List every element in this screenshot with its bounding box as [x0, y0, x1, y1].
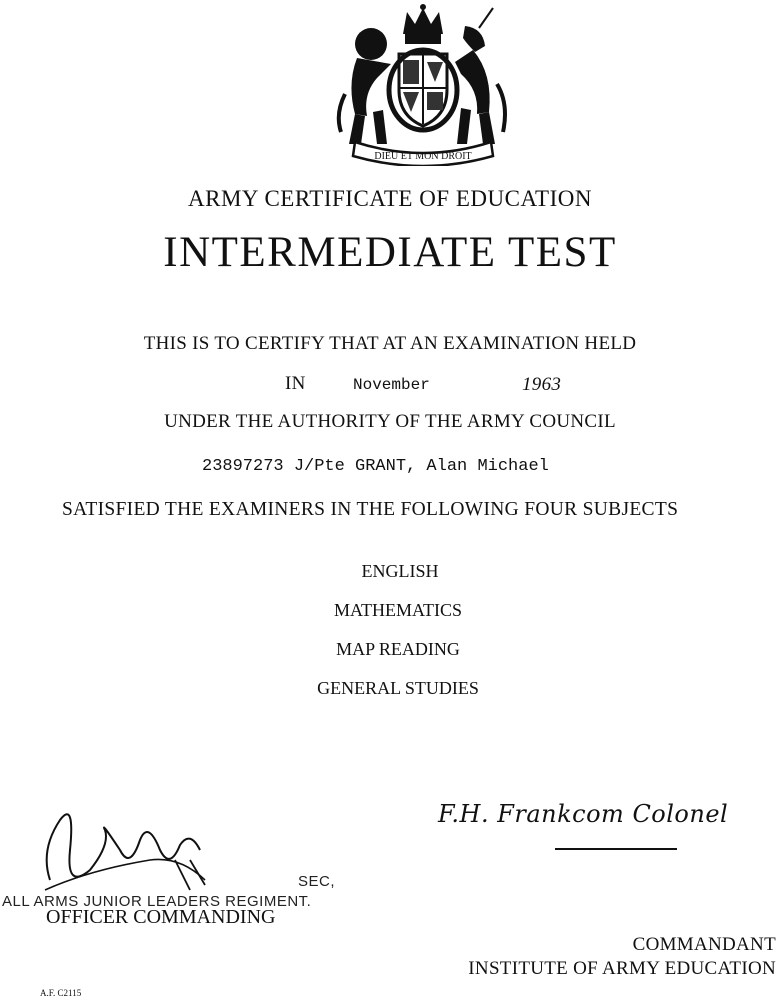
signature-underline [555, 848, 677, 850]
motto-text: DIEU ET MON DROIT [374, 151, 472, 162]
form-code: A.F. C2115 [40, 988, 82, 998]
candidate-name: 23897273 J/Pte GRANT, Alan Michael [202, 457, 549, 476]
officer-commanding-title: OFFICER COMMANDING [46, 906, 276, 928]
commandant-signature: F.H. Frankcom Colonel [438, 800, 729, 828]
satisfied-line: SATISFIED THE EXAMINERS IN THE FOLLOWING FOUR SUBJECTS [62, 499, 679, 520]
authority-line: UNDER THE AUTHORITY OF THE ARMY COUNCIL [164, 411, 616, 432]
stamp-sec: SEC, [298, 873, 336, 890]
subject-mathematics: MATHEMATICS [333, 600, 462, 620]
in-label: IN [285, 373, 306, 394]
commandant-title: COMMANDANT [632, 934, 776, 955]
subject-english: ENGLISH [361, 561, 439, 581]
lion-icon [339, 28, 391, 144]
certificate-heading: ARMY CERTIFICATE OF EDUCATION [188, 186, 592, 211]
test-title: INTERMEDIATE TEST [163, 229, 617, 276]
exam-year: 1963 [522, 374, 562, 395]
exam-month: November [353, 376, 430, 394]
certify-line: THIS IS TO CERTIFY THAT AT AN EXAMINATION HELD [143, 333, 637, 354]
subject-general-studies: GENERAL STUDIES [317, 678, 479, 698]
subject-map-reading: MAP READING [336, 639, 460, 659]
royal-coat-of-arms [333, 4, 513, 166]
institute-title: INSTITUTE OF ARMY EDUCATION [468, 958, 776, 979]
stamp-regiment: ALL ARMS JUNIOR LEADERS REGIMENT. [2, 893, 312, 910]
crown-icon [403, 4, 443, 44]
officer-commanding-signature [30, 790, 220, 910]
unicorn-icon [455, 8, 505, 144]
shield-icon [399, 54, 447, 126]
